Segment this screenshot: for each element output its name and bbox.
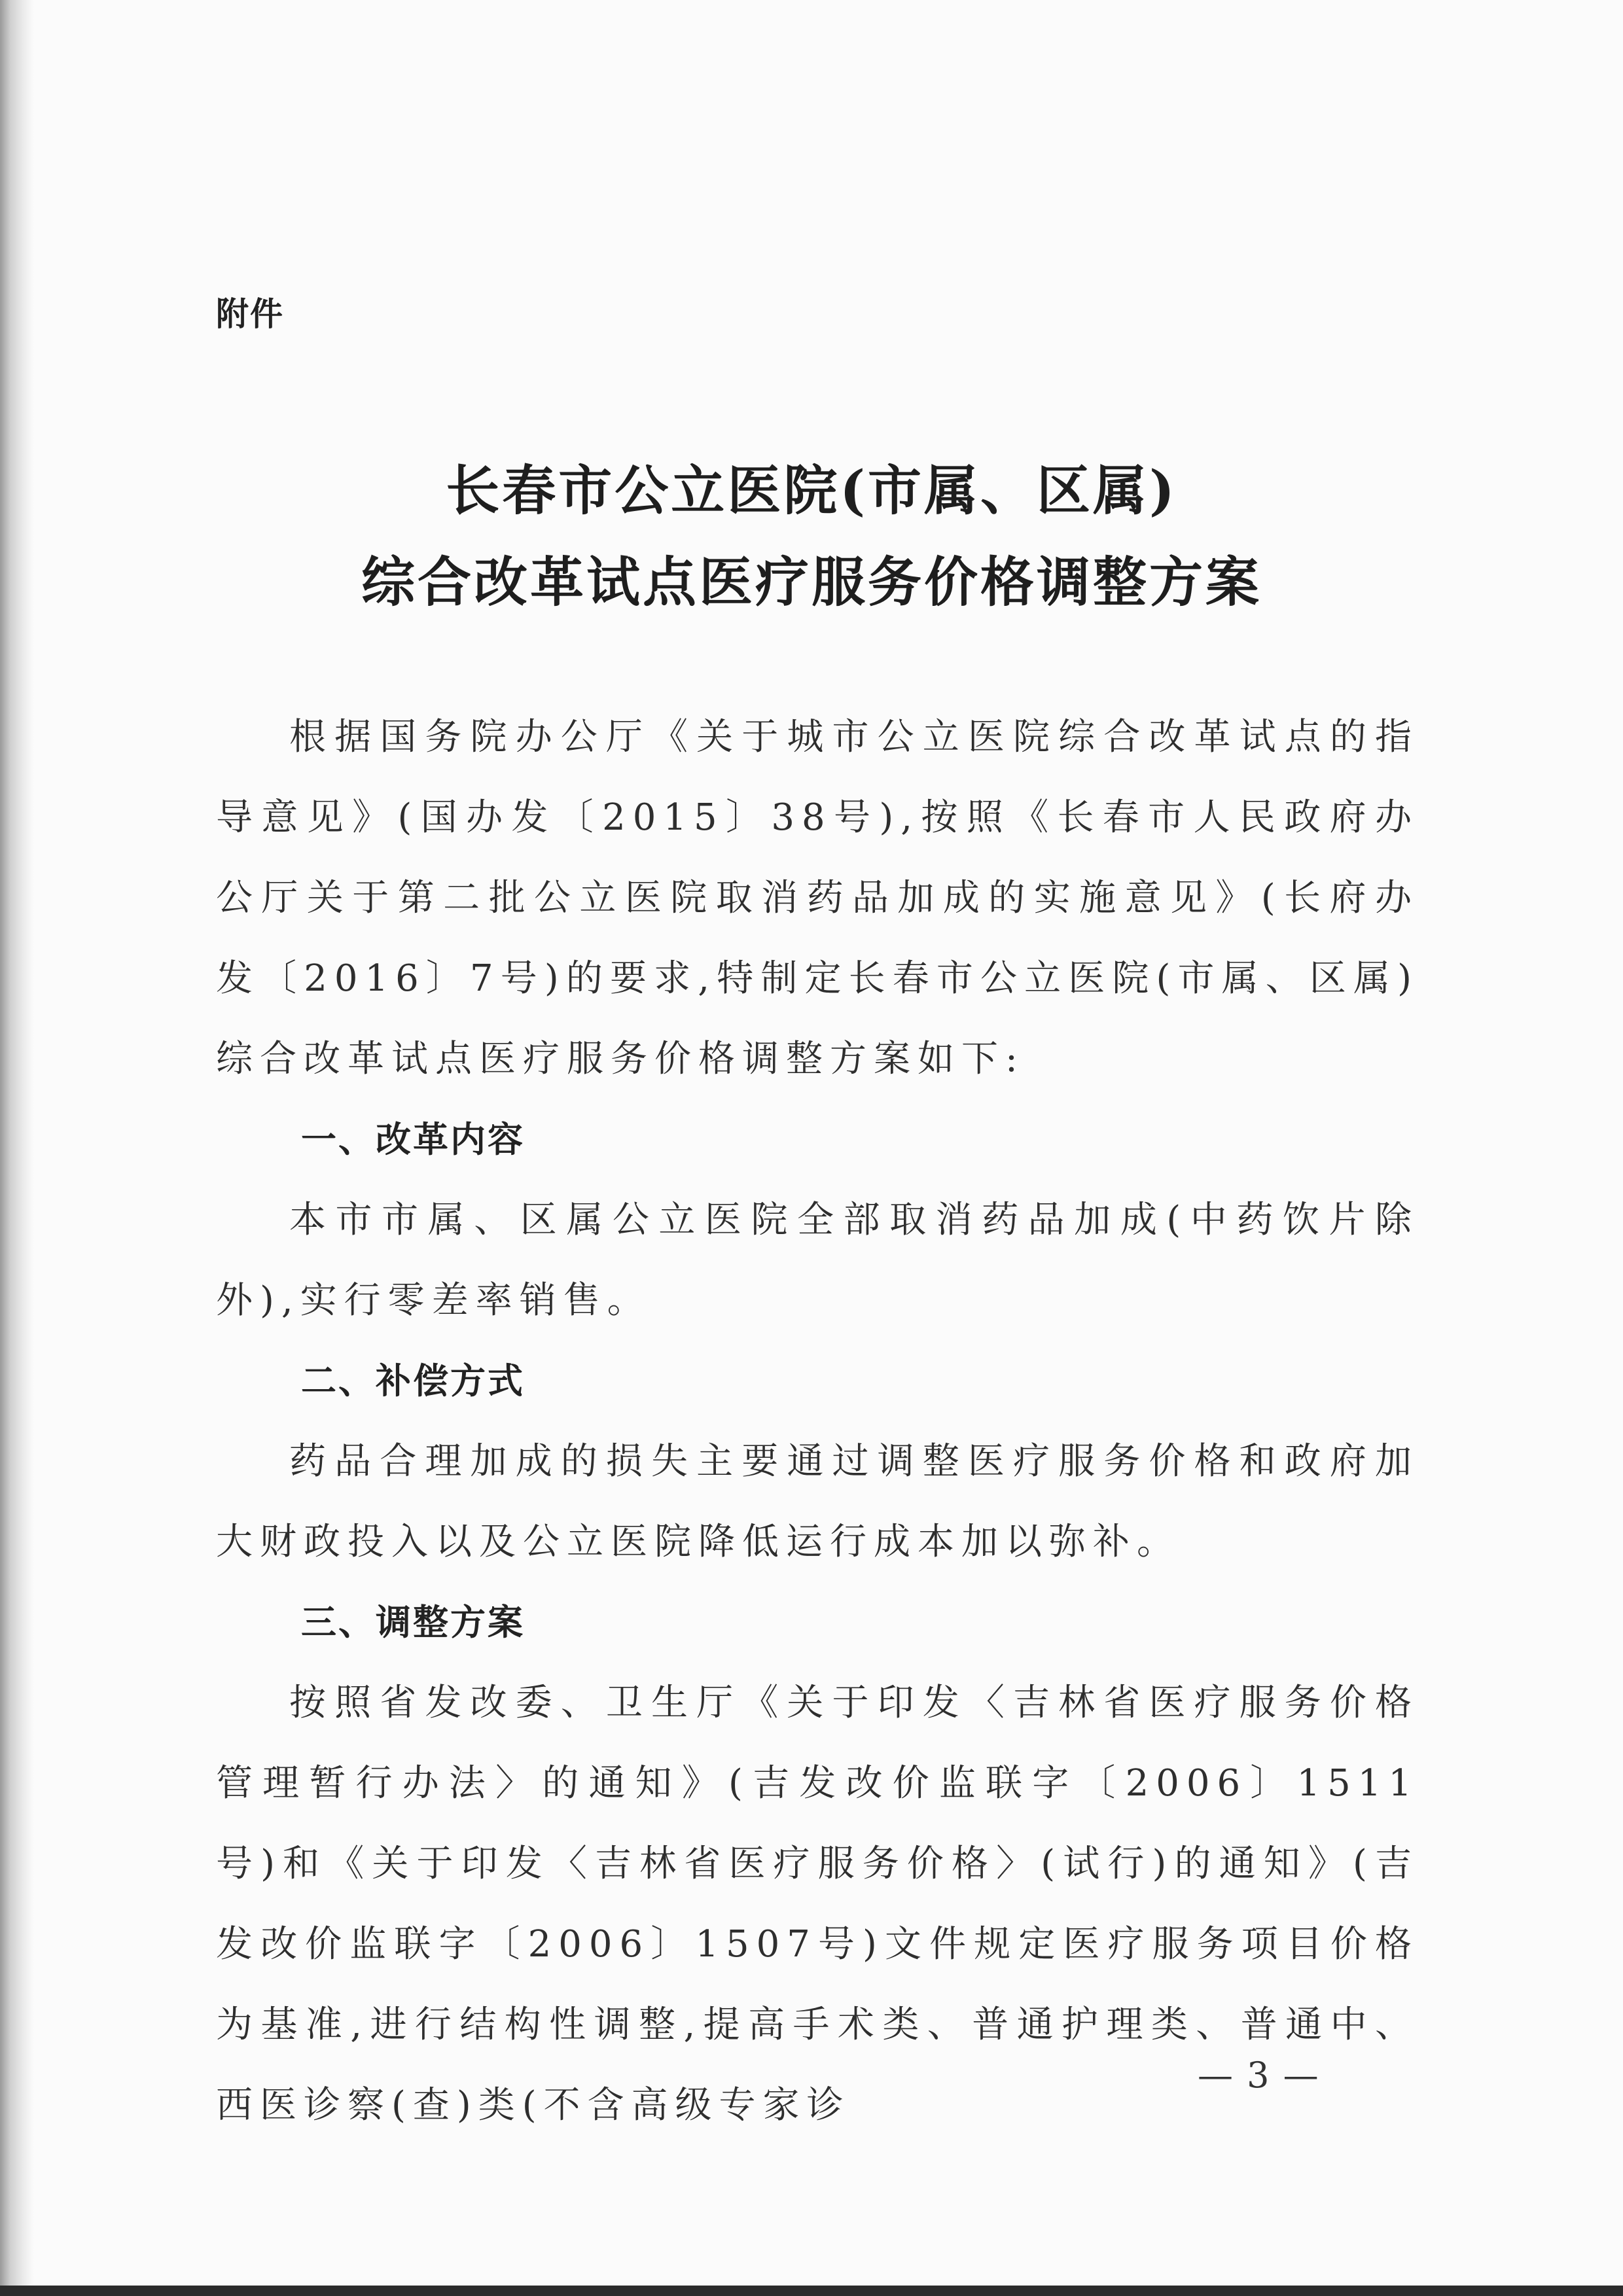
document-title — [196, 445, 1427, 628]
section-paragraph-reform-content: 本市市属、区属公立医院全部取消药品加成(中药饮片除外),实行零差率销售。 — [216, 1199, 1419, 1322]
attachment-label: 附件 — [216, 295, 284, 333]
title-line-2: 综合改革试点医疗服务价格调整方案 — [361, 551, 1262, 614]
section-paragraph-compensation: 药品合理加成的损失主要通过调整医疗服务价格和政府加大财政投入以及公立医院降低运行成本加以弥补。 — [216, 1440, 1419, 1563]
section-heading-adjustment-plan: 三、调整方案 — [301, 1602, 525, 1643]
page-number: — 3 — — [1198, 2055, 1320, 2096]
document-body — [216, 697, 1419, 2146]
scan-edge-bottom — [0, 2286, 1623, 2296]
title-line-1: 长春市公立医院(市属、区属) — [446, 459, 1177, 522]
section-paragraph-adjustment-plan: 按照省发改委、卫生厅《关于印发〈吉林省医疗服务价格管理暂行办法〉的通知》(吉发改价监联字〔2006〕1511号)和《关于印发〈吉林省医疗服务价格〉(试行)的通知》(吉发改价监联字〔2006〕1507号)文件规定医疗服务项目价格为基准,进行结构性调整,提高手术类、普通护理类、普通中、西医诊察(查)类(不含高级专家诊 — [216, 1682, 1419, 2127]
section-heading-reform-content: 一、改革内容 — [301, 1119, 525, 1160]
section-heading-compensation: 二、补偿方式 — [301, 1360, 525, 1402]
intro-paragraph: 根据国务院办公厅《关于城市公立医院综合改革试点的指导意见》(国办发〔2015〕38号),按照《长春市人民政府办公厅关于第二批公立医院取消药品加成的实施意见》(长府办发〔2016〕7号)的要求,特制定长春市公立医院(市属、区属)综合改革试点医疗服务价格调整方案如下: — [216, 716, 1419, 1080]
